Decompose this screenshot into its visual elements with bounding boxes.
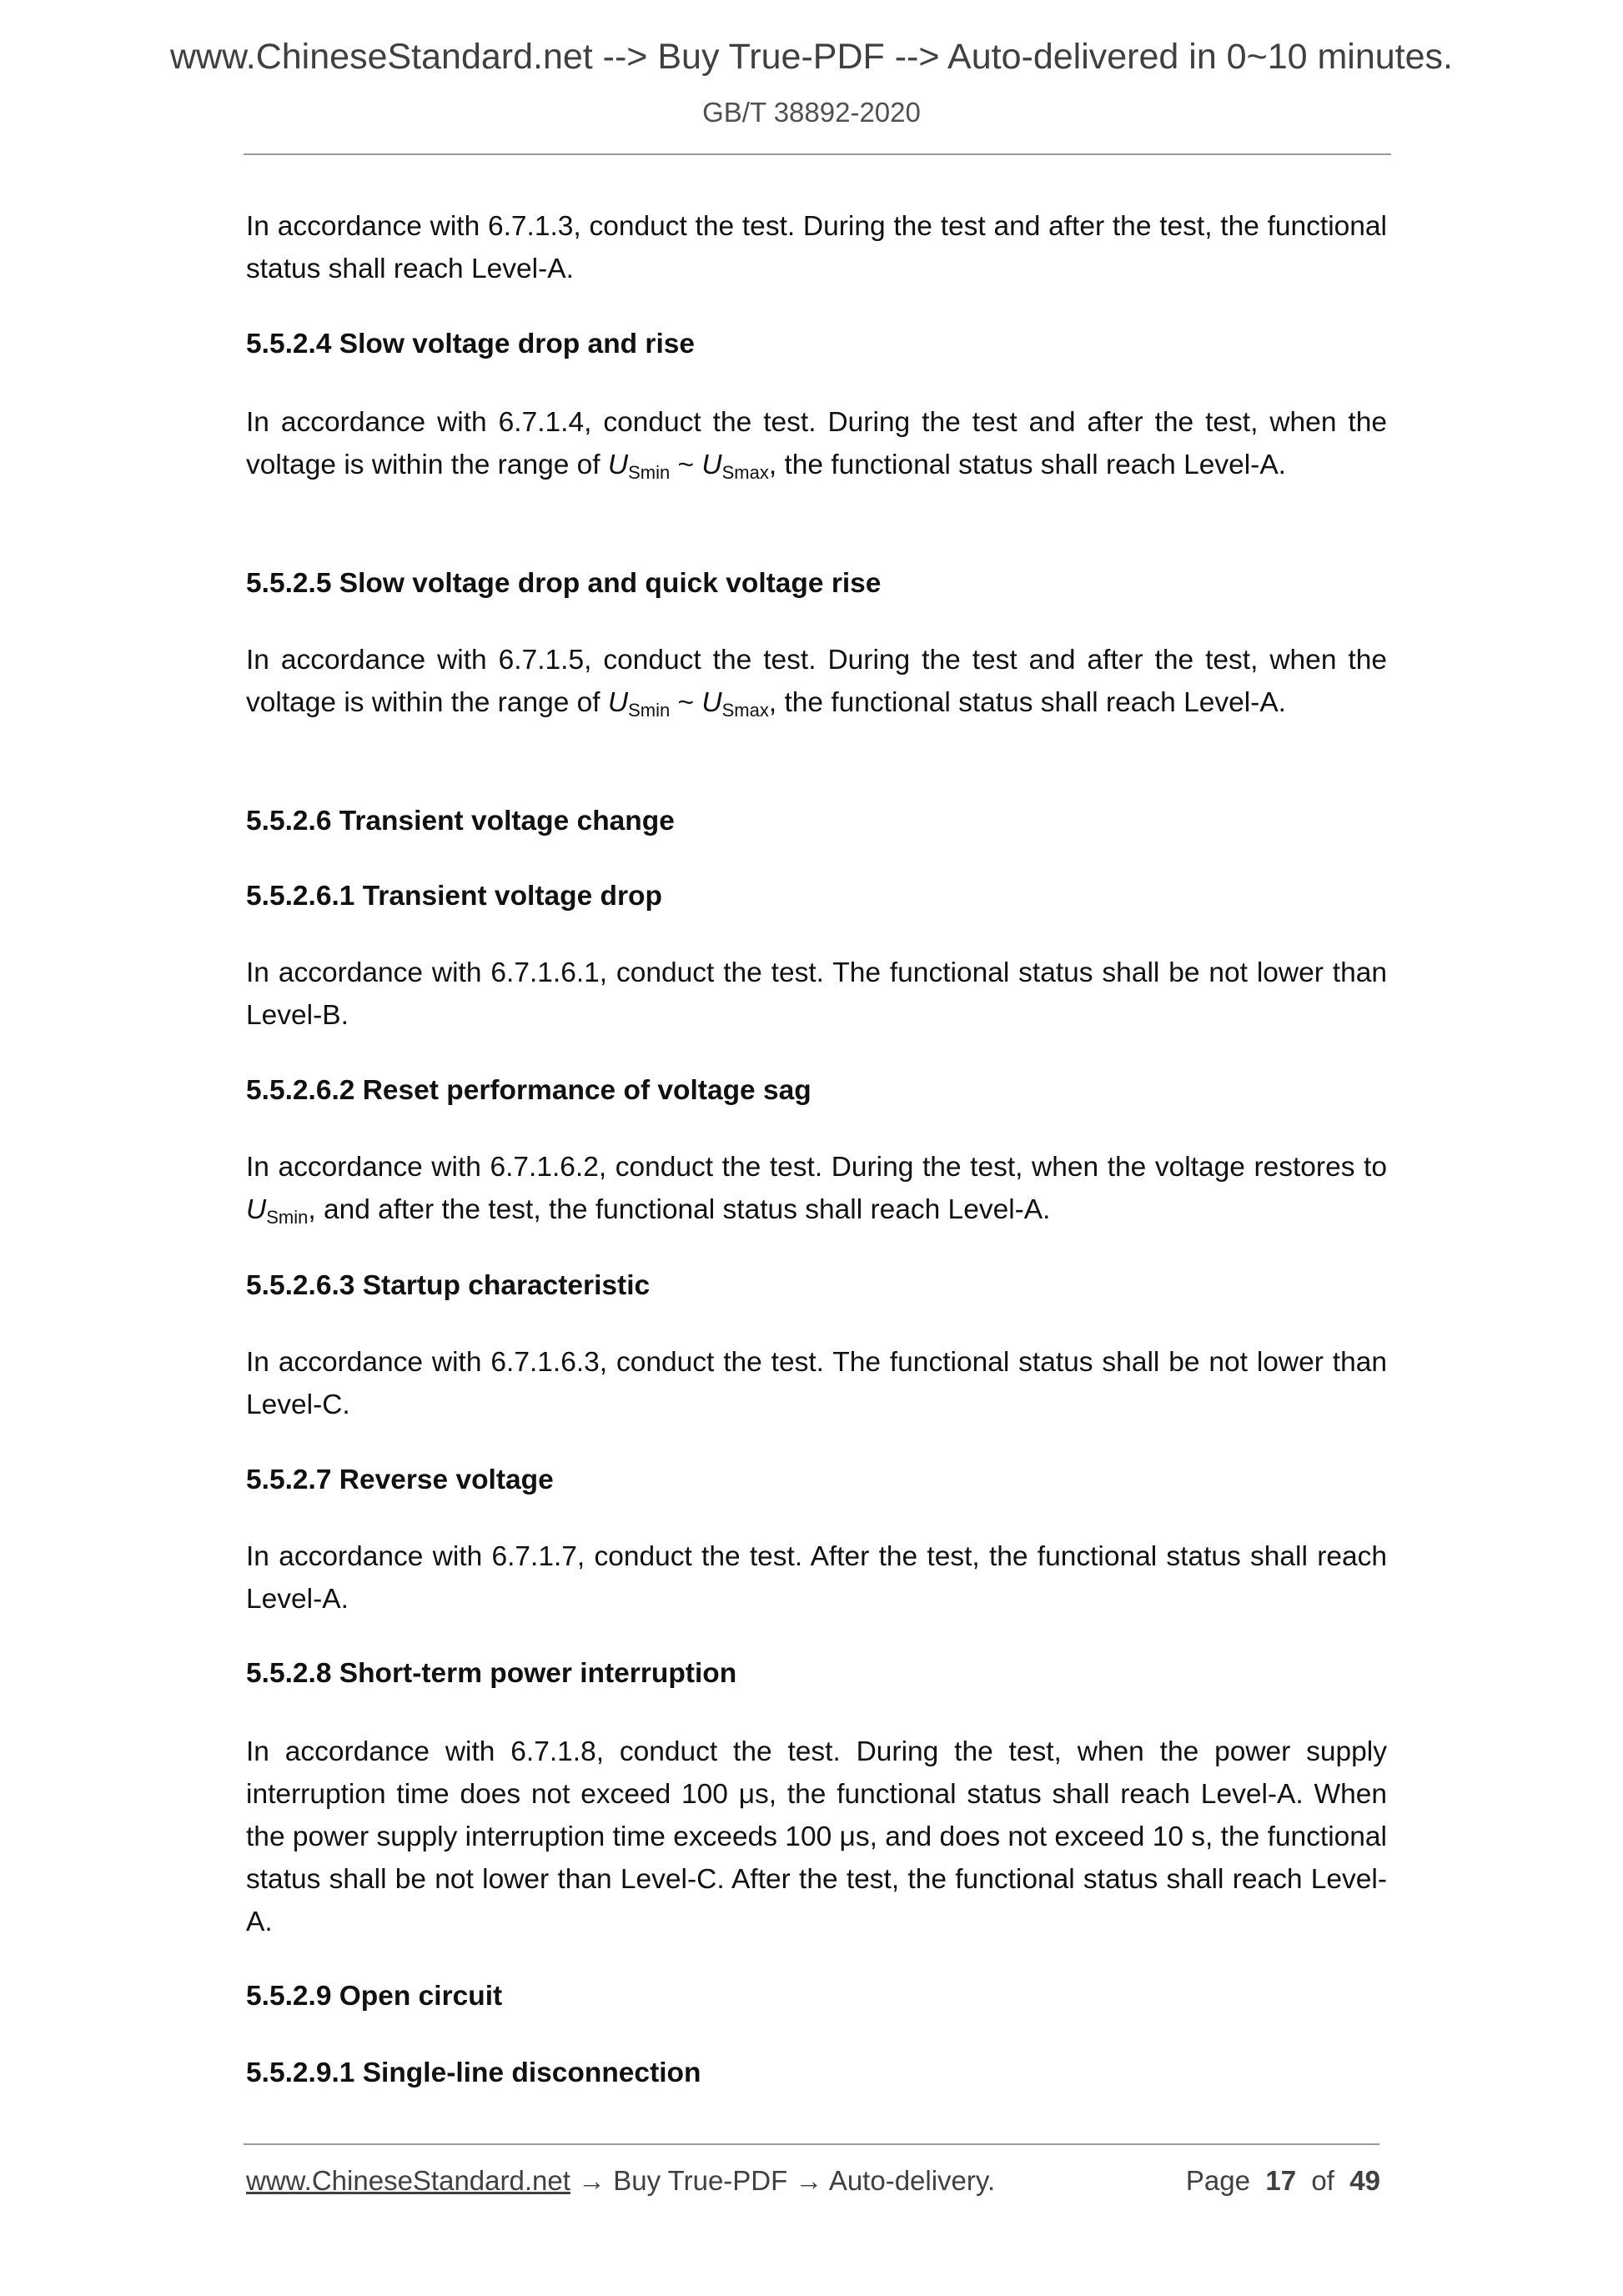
subscript: Smin [628, 700, 671, 721]
symbol: U [701, 450, 722, 480]
text: In accordance with 6.7.1.4, conduct the test. During the test and after the test, when the voltage is within the range of [246, 407, 1387, 480]
subscript: Smin [266, 1207, 309, 1228]
paragraph [246, 639, 1387, 724]
section-heading: 5.5.2.6.3 Startup characteristic [246, 1270, 651, 1301]
text: , and after the test, the functional status shall reach Level-A. [308, 1194, 1051, 1225]
section-heading: 5.5.2.7 Reverse voltage [246, 1465, 554, 1495]
page-number: 17 [1265, 2165, 1297, 2196]
footer-text: → Buy True-PDF → Auto-delivery. [570, 2165, 996, 2196]
symbol: U [607, 450, 629, 480]
section-heading: 5.5.2.9.1 Single-line disconnection [246, 2057, 701, 2088]
symbol: U [607, 687, 629, 718]
text: , the functional status shall reach Level-A. [768, 687, 1286, 718]
text: ~ [670, 450, 702, 480]
paragraph: In accordance with 6.7.1.8, conduct the test. During the test, when the power supply interruption time does not exceed 100 μs, the functional status shall reach Level-A. When the power supply interruption time exceeds 100 μs, and does not exceed 10 s, the functional status shall be not lower than Level-C. After the test, the functional status shall reach Level-A. [246, 1736, 1387, 1937]
total-pages: 49 [1349, 2165, 1380, 2196]
text: In accordance with 6.7.1.6.2, conduct the test. During the test, when the voltage restores to [246, 1152, 1387, 1183]
footer-link[interactable]: www.ChineseStandard.net [246, 2165, 570, 2196]
section-heading: 5.5.2.6.1 Transient voltage drop [246, 881, 662, 912]
symbol: U [246, 1194, 267, 1225]
section-heading: 5.5.2.8 Short-term power interruption [246, 1658, 737, 1689]
paragraph: In accordance with 6.7.1.6.1, conduct the test. The functional status shall be not lower than Level-B. [246, 957, 1387, 1031]
page-label: Page [1185, 2165, 1250, 2196]
page-indicator [1186, 2165, 1380, 2197]
paragraph [246, 1146, 1387, 1231]
text: ~ [670, 687, 702, 718]
section-heading: 5.5.2.6 Transient voltage change [246, 806, 675, 837]
subscript: Smin [628, 462, 671, 483]
subscript: Smax [721, 700, 769, 721]
section-heading: 5.5.2.5 Slow voltage drop and quick voltage rise [246, 568, 882, 599]
footer [246, 2165, 1380, 2197]
section-heading: 5.5.2.4 Slow voltage drop and rise [246, 329, 696, 359]
paragraph: In accordance with 6.7.1.7, conduct the test. After the test, the functional status shall reach Level-A. [246, 1541, 1387, 1615]
section-heading: 5.5.2.6.2 Reset performance of voltage sag [246, 1075, 812, 1106]
subscript: Smax [721, 462, 769, 483]
text: In accordance with 6.7.1.5, conduct the test. During the test and after the test, when the voltage is within the range of [246, 645, 1387, 718]
paragraph: In accordance with 6.7.1.3, conduct the test. During the test and after the test, the functional status shall reach Level-A. [246, 211, 1387, 284]
header-divider [244, 153, 1391, 155]
standard-number: GB/T 38892-2020 [702, 97, 921, 128]
paragraph: In accordance with 6.7.1.6.3, conduct the test. The functional status shall be not lower than Level-C. [246, 1347, 1387, 1420]
header-title: www.ChineseStandard.net --> Buy True-PDF --> Auto-delivered in 0~10 minutes. [169, 37, 1453, 77]
text: , the functional status shall reach Level-A. [768, 450, 1286, 480]
section-heading: 5.5.2.9 Open circuit [246, 1981, 503, 2012]
paragraph [246, 401, 1387, 486]
footer-divider [244, 2143, 1379, 2145]
symbol: U [701, 687, 722, 718]
of-label: of [1311, 2165, 1334, 2196]
